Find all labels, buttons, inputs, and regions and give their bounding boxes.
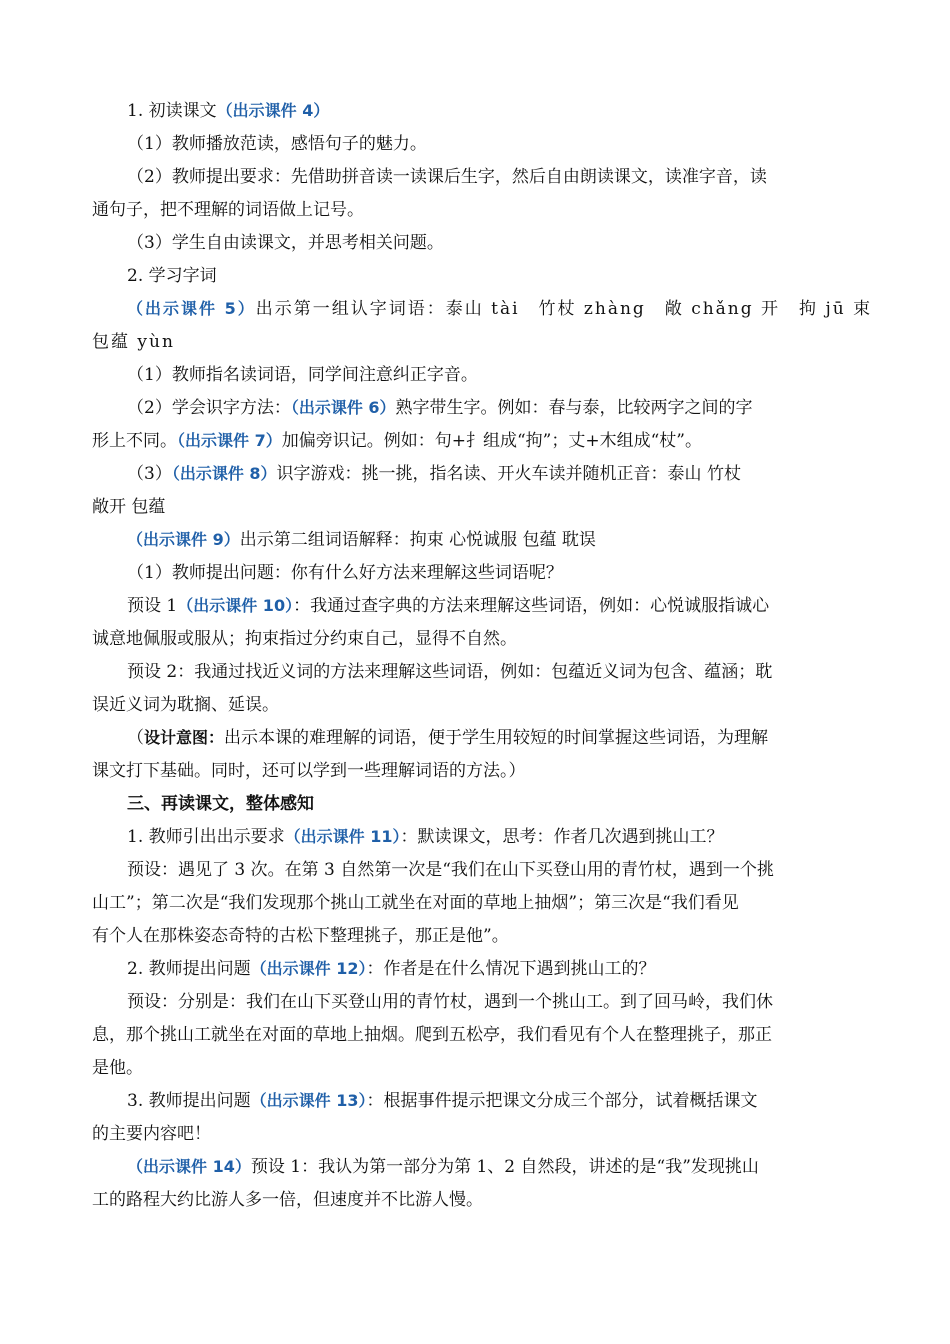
- paragraph: 3. 教师提出问题（出示课件 13）：根据事件提示把课文分成三个部分，试着概括课文: [127, 1091, 758, 1111]
- paragraph: 的主要内容吧！: [92, 1124, 211, 1144]
- paragraph: 息，那个挑山工就坐在对面的草地上抽烟。爬到五松亭，我们看见有个人在整理挑子，那正: [92, 1025, 772, 1045]
- paragraph: 有个人在那株姿态奇特的古松下整理挑子，那正是他”。: [92, 926, 509, 946]
- paragraph: 预设 1（出示课件 10）：我通过查字典的方法来理解这些词语，例如：心悦诚服指诚心: [127, 596, 770, 616]
- paragraph: （2）教师提出要求：先借助拼音读一读课后生字，然后自由朗读课文，读准字音，读: [127, 167, 767, 187]
- design-intent-note: 课文打下基础。同时，还可以学到一些理解词语的方法。）: [92, 761, 526, 781]
- courseware-tag: （出示课件 11）: [284, 827, 401, 846]
- paragraph: 工的路程大约比游人多一倍，但速度并不比游人慢。: [92, 1190, 483, 1210]
- paragraph: 诚意地佩服或服从；拘束指过分约束自己，显得不自然。: [92, 629, 517, 649]
- courseware-tag: （出示课件 4）: [216, 101, 330, 120]
- design-intent-label: 设计意图：: [144, 728, 225, 747]
- paragraph: 1. 教师引出出示要求（出示课件 11）：默读课文，思考：作者几次遇到挑山工？: [127, 827, 724, 847]
- paragraph: 预设：分别是：我们在山下买登山用的青竹杖，遇到一个挑山工。到了回马岭，我们休: [127, 992, 773, 1012]
- courseware-tag: （出示课件 9）: [127, 530, 240, 549]
- courseware-tag: （出示课件 10）: [177, 596, 294, 615]
- paragraph: 是他。: [92, 1058, 143, 1078]
- paragraph: 包蕴 yùn: [92, 332, 175, 352]
- paragraph: 2. 教师提出问题（出示课件 12）：作者是在什么情况下遇到挑山工的？: [127, 959, 656, 979]
- paragraph: 误近义词为耽搁、延误。: [92, 695, 279, 715]
- courseware-tag: （出示课件 12）: [250, 959, 367, 978]
- paragraph: 形上不同。（出示课件 7）加偏旁识记。例如：句+扌组成“拘”；丈+木组成“杖”。: [92, 431, 702, 451]
- paragraph: 山工”；第二次是“我们发现那个挑山工就坐在对面的草地上抽烟”；第三次是“我们看见: [92, 893, 739, 913]
- paragraph: （3）学生自由读课文，并思考相关问题。: [127, 233, 444, 253]
- paragraph: （1）教师指名读词语，同学间注意纠正字音。: [127, 365, 478, 385]
- courseware-tag: （出示课件 14）: [127, 1157, 251, 1176]
- paragraph: （出示课件 5）出示第一组认字词语：泰山 tài 竹杖 zhàng 敞 chǎng 开 拘 jū 束: [127, 299, 873, 319]
- paragraph: 预设 2：我通过找近义词的方法来理解这些词语，例如：包蕴近义词为包含、蕴涵；耽: [127, 662, 773, 682]
- courseware-tag: （出示课件 5）: [127, 299, 256, 318]
- paragraph: （3）（出示课件 8）识字游戏：挑一挑，指名读、开火车读并随机正音：泰山 竹杖: [127, 464, 741, 484]
- paragraph: 敞开 包蕴: [92, 497, 166, 517]
- paragraph: 通句子，把不理解的词语做上记号。: [92, 200, 364, 220]
- section-heading-first-reading: 1. 初读课文（出示课件 4）: [127, 101, 330, 121]
- paragraph: （出示课件 9）出示第二组词语解释：拘束 心悦诚服 包蕴 耽误: [127, 530, 596, 550]
- section-heading-vocabulary: 2. 学习字词: [127, 266, 217, 286]
- courseware-tag: （出示课件 6）: [290, 398, 396, 417]
- design-intent-note: （设计意图：出示本课的难理解的词语，便于学生用较短的时间掌握这些词语，为理解: [127, 728, 769, 748]
- courseware-tag: （出示课件 7）: [177, 431, 282, 450]
- courseware-tag: （出示课件 13）: [250, 1091, 367, 1110]
- paragraph: （1）教师播放范读，感悟句子的魅力。: [127, 134, 427, 154]
- paragraph: （出示课件 14）预设 1：我认为第一部分为第 1、2 自然段，讲述的是“我”发现挑山: [127, 1157, 759, 1177]
- section-heading-rereading: 三、再读课文，整体感知: [127, 794, 314, 814]
- paragraph: （2）学会识字方法：（出示课件 6）熟字带生字。例如：春与泰，比较两字之间的字: [127, 398, 753, 418]
- paragraph: （1）教师提出问题：你有什么好方法来理解这些词语呢？: [127, 563, 563, 583]
- courseware-tag: （出示课件 8）: [171, 464, 277, 483]
- paragraph: 预设：遇见了 3 次。在第 3 自然第一次是“我们在山下买登山用的青竹杖，遇到一个挑: [127, 860, 774, 880]
